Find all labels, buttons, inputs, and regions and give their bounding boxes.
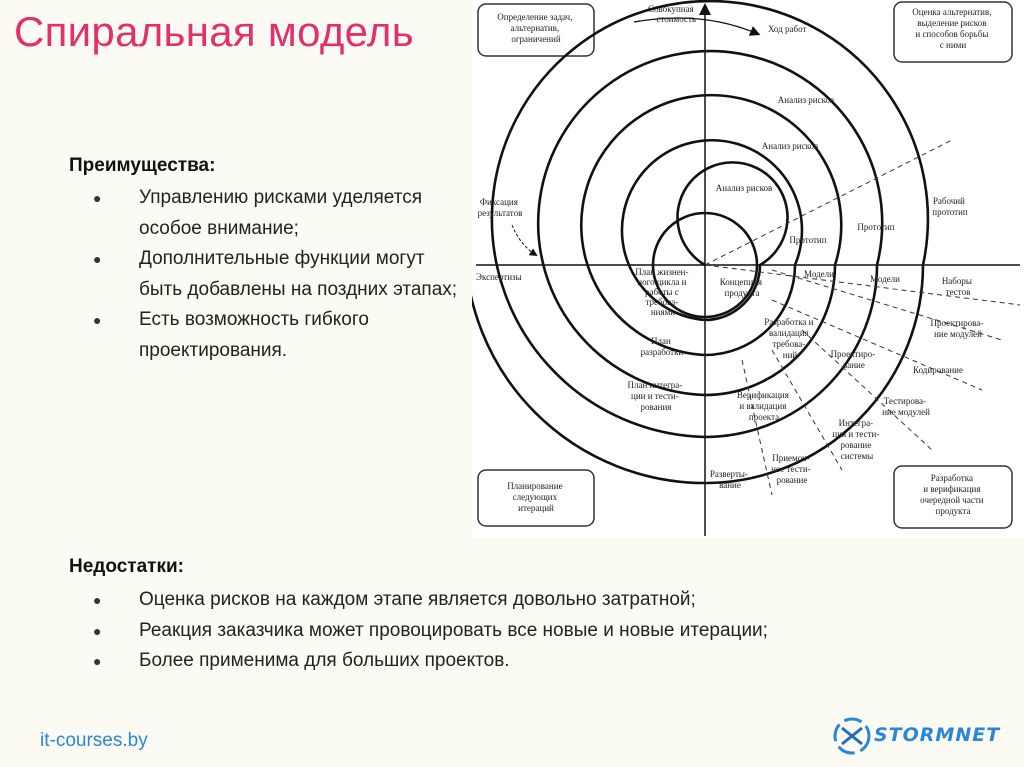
box-top-right-line: Оценка альтернатив,: [912, 7, 992, 17]
advantages-heading: Преимущества:: [69, 155, 216, 176]
test-sets-label: тестов: [945, 287, 971, 297]
slide-title: Спиральная модель: [14, 8, 414, 55]
integration-testing-label: системы: [840, 451, 874, 461]
dev-plan-label: План: [650, 336, 671, 346]
verification-label: Верификация: [736, 390, 789, 400]
list-item: ● Дополнительные функции могут быть добавлены на поздних этапах;: [69, 244, 469, 305]
progress-label: Ход работ: [768, 24, 807, 34]
lifecycle-plan-label: План жизнен-: [635, 267, 689, 277]
fixation-arrow: [512, 225, 536, 255]
working-prototype-label: прототип: [932, 207, 968, 217]
design-label: Проектиро-: [830, 349, 876, 359]
bullet-icon: ●: [93, 653, 102, 669]
box-bottom-right-line: и верификация: [923, 484, 981, 494]
svg-text:Проектиро- вание: [831, 349, 878, 370]
spiral-diagram-svg: [472, 0, 1024, 538]
svg-text:Проектирова- ние модулей: [931, 318, 986, 339]
verification-label: и валидация: [739, 401, 787, 411]
integration-testing-label: Интегра-: [838, 418, 874, 428]
stormnet-logo: [832, 712, 1012, 760]
box-top-right-line: и способов борьбы: [915, 29, 989, 39]
models-label: Модели: [804, 269, 834, 279]
design-label: вание: [843, 360, 865, 370]
list-item: ● Более применима для больших проектов.: [69, 646, 1009, 677]
bullet-icon: ●: [93, 622, 102, 639]
module-testing-label: Тестирова-: [883, 396, 926, 406]
models-label: Модели: [870, 274, 900, 284]
deployment-label: Разверты-: [709, 469, 748, 479]
working-prototype-label: Рабочий: [932, 196, 965, 206]
svg-text:План жизнен- ного цикла: [635, 267, 691, 317]
acceptance-label: ное тести-: [771, 464, 811, 474]
svg-text:Наборы тестов: [942, 276, 974, 297]
deployment-label: вание: [719, 480, 741, 490]
bullet-icon: ●: [93, 592, 102, 608]
concept-label: продукта: [724, 288, 760, 298]
svg-text:Рабочий прототип: [932, 196, 968, 217]
integration-plan-label: рования: [640, 402, 672, 412]
acceptance-label: Приемоч-: [772, 453, 810, 463]
module-design-label: ние модулей: [934, 329, 982, 339]
disadvantages-list: [69, 585, 1009, 677]
expertise-label: Экспертизы: [476, 272, 522, 282]
req-dev-label: Разработка и: [764, 317, 814, 327]
risk-analysis-label: Анализ рисков: [715, 183, 773, 193]
lifecycle-plan-label: требова-: [645, 297, 679, 307]
bullet-icon: ●: [93, 190, 102, 206]
cost-axis-label: стоимость: [656, 14, 696, 24]
spiral-path: [472, 1, 928, 483]
box-top-right-line: выделение рисков: [917, 18, 987, 28]
list-item: ● Управлению рисками уделяется особое внимание;: [69, 183, 469, 244]
list-item: ● Оценка рисков на каждом этапе является довольно затратной;: [69, 585, 1009, 616]
svg-text:Концепция продукта: [720, 277, 765, 298]
box-bottom-left-line: итераций: [518, 503, 554, 513]
dev-plan-label: разработки: [640, 347, 684, 357]
module-testing-label: ние модулей: [882, 407, 930, 417]
acceptance-label: рование: [776, 475, 808, 485]
risk-analysis-label: Анализ рисков: [777, 95, 835, 105]
box-top-right-line: с ними: [939, 40, 967, 50]
integration-plan-label: План интегра-: [627, 380, 683, 390]
req-dev-label: валидация: [768, 328, 809, 338]
test-sets-label: Наборы: [941, 276, 972, 286]
req-dev-label: требова-: [772, 339, 806, 349]
bullet-icon: ●: [93, 312, 102, 328]
prototype-label: Прототип: [857, 222, 895, 232]
svg-text:Интегра- ция и тести-: [832, 418, 881, 461]
concept-label: Концепция: [719, 277, 763, 287]
box-bottom-left-line: Планирование: [507, 481, 563, 491]
fixation-label: Фиксация: [479, 197, 518, 207]
logo-icon: [832, 716, 872, 756]
list-item: ● Реакция заказчика может провоцировать все новые и новые итерации;: [69, 616, 1009, 647]
box-top-left-line: альтернатив,: [510, 23, 560, 33]
integration-plan-label: ции и тести-: [631, 391, 679, 401]
prototype-label: Прототип: [789, 235, 827, 245]
bullet-icon: ●: [93, 251, 102, 267]
box-bottom-left-line: следующих: [512, 492, 558, 502]
list-item: ● Есть возможность гибкого проектирования.: [69, 305, 469, 366]
fixation-label: результатов: [477, 208, 523, 218]
cost-axis-label: Совокупная: [648, 4, 694, 14]
logo-text: STORMNET: [874, 724, 1001, 746]
box-bottom-right-line: продукта: [935, 506, 971, 516]
spiral-diagram: [472, 0, 1024, 538]
dashed-line: [705, 140, 952, 265]
box-top-left-line: ограничений: [511, 34, 561, 44]
svg-text:Тестирова- ние модулей: [882, 396, 930, 417]
risk-analysis-label: Анализ рисков: [761, 141, 819, 151]
coding-label: Кодирование: [913, 365, 963, 375]
lifecycle-plan-label: работы с: [645, 287, 679, 297]
svg-text:Приемоч- ное тести-: [771, 453, 813, 485]
box-bottom-right-line: очередной части: [920, 495, 984, 505]
req-dev-label: ний: [782, 350, 798, 360]
verification-label: проекта: [748, 412, 780, 422]
svg-text:Разработка и валидация: [764, 317, 816, 360]
box-top-left-line: Определение задач,: [497, 12, 573, 22]
disadvantages-heading: Недостатки:: [69, 556, 184, 577]
integration-testing-label: ция и тести-: [832, 429, 880, 439]
footer-link[interactable]: it-courses.by: [40, 730, 148, 751]
svg-text:Фиксация результатов: [478, 197, 523, 218]
module-design-label: Проектирова-: [930, 318, 984, 328]
integration-testing-label: рование: [840, 440, 872, 450]
progress-arrow: [634, 18, 758, 34]
lifecycle-plan-label: ного цикла и: [637, 277, 687, 287]
svg-text:План интегра- ции и тест: [627, 380, 684, 412]
lifecycle-plan-label: ниями: [650, 307, 676, 317]
box-bottom-right-line: Разработка: [930, 473, 973, 483]
advantages-list: [69, 183, 469, 366]
